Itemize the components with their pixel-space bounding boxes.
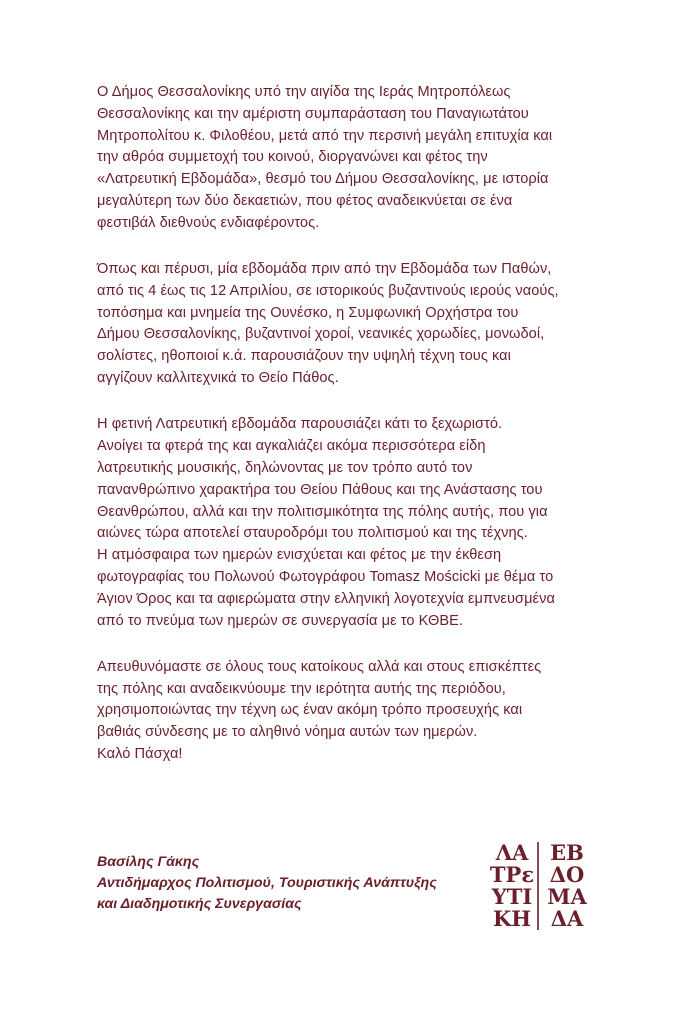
text-line: Άγιον Όρος και τα αφιερώματα στην ελληνική λογοτεχνία εμπνευσμένα (97, 590, 555, 607)
text-line: Θεσσαλονίκης και την αμέριστη συμπαράσταση του Παναγιωτάτου (97, 105, 529, 122)
text-line: Όπως και πέρυσι, μία εβδομάδα πριν από την Εβδομάδα των Παθών, (97, 261, 552, 278)
logo-letters: ΔΟ (549, 862, 585, 887)
text-line: Η ατμόσφαιρα των ημερών ενισχύεται και φέτος με την έκθεση (97, 547, 502, 564)
logo-letters: ΜΑ (547, 884, 587, 909)
text-line: φωτογραφίας του Πολωνού Φωτογράφου Tomasz Mościcki με θέμα το (97, 568, 554, 585)
text-line: χρησιμοποιώντας την τέχνη ως έναν ακόμη τρόπο προσευχής και (97, 702, 523, 719)
logo-letters: ΥΤΙ (491, 884, 533, 909)
text-line: της πόλης και αναδεικνύουμε την ιερότητα αυτής της περιόδου, (97, 680, 506, 697)
text-line: Καλό Πάσχα! (97, 746, 183, 763)
logo-letters: ΛΑ (495, 840, 529, 865)
signature-name: Βασίλης Γάκης (97, 854, 200, 870)
text-line: Απευθυνόμαστε σε όλους τους κατοίκους αλλά και στους επισκέπτες (97, 658, 542, 675)
text-line: μεγαλύτερη των δύο δεκαετιών, που φέτος αναδεικνύεται σε ένα (97, 192, 513, 209)
text-line: Ο Δήμος Θεσσαλονίκης υπό την αιγίδα της Ιεράς Μητροπόλεως (97, 84, 511, 100)
signature-title-line-1: Αντιδήμαρχος Πολιτισμού, Τουριστικής Ανάπτυξης (97, 875, 437, 891)
logo-letters: ΔΑ (550, 906, 584, 931)
text-line: σολίστες, ηθοποιοί κ.ά. παρουσιάζουν την υψηλή τέχνη τους και (97, 348, 511, 365)
text-line: Ανοίγει τα φτερά της και αγκαλιάζει ακόμα περισσότερα είδη (97, 438, 486, 455)
paragraph (97, 657, 597, 766)
letter-body (97, 82, 597, 790)
paragraph (97, 259, 597, 390)
paragraph (97, 414, 597, 632)
text-line: λατρευτικής μουσικής, δηλώνοντας με τον τρόπο αυτό τον (97, 459, 473, 476)
logo-letters: ΕΒ (550, 840, 584, 865)
text-line: αιώνες τώρα αποτελεί σταυροδρόμι του πολιτισμού και της τέχνης. (97, 525, 528, 542)
signature-block (97, 852, 437, 915)
text-line: από το πνεύμα των ημερών σε συνεργασία με το ΚΘΒΕ. (97, 612, 464, 629)
paragraph (97, 82, 597, 235)
signature-title-line-2: και Διαδημοτικής Συνεργασίας (97, 896, 302, 912)
text-line: Δήμου Θεσσαλονίκης, βυζαντινοί χοροί, νεανικές χορωδίες, μονωδοί, (97, 326, 545, 343)
text-line: Θεανθρώπου, αλλά και την πολιτισμικότητα της πόλης αυτής, που για (97, 503, 548, 520)
text-line: από τις 4 έως τις 12 Απριλίου, σε ιστορικούς βυζαντινούς ιερούς ναούς, (97, 282, 559, 299)
logo-letters: ΤΡε (489, 862, 535, 887)
text-line: «Λατρευτική Εβδομάδα», θεσμό του Δήμου Θεσσαλονίκης, με ιστορία (97, 171, 549, 188)
text-line: τοπόσημα και μνημεία της Ουνέσκο, η Συμφωνική Ορχήστρα του (97, 304, 519, 321)
logo-letters: ΚΗ (492, 906, 532, 931)
text-line: φεστιβάλ διεθνούς ενδιαφέροντος. (97, 214, 320, 231)
text-line: Η φετινή Λατρευτική εβδομάδα παρουσιάζει κάτι το ξεχωριστό. (97, 416, 503, 433)
text-line: αγγίζουν καλλιτεχνικά το Θείο Πάθος. (97, 370, 339, 387)
text-line: βαθιάς σύνδεσης με το αληθινό νόημα αυτών των ημερών. (97, 724, 478, 741)
text-line: Μητροπολίτου κ. Φιλοθέου, μετά από την περσινή μεγάλη επιτυχία και (97, 127, 553, 144)
latreftiki-evdomada-logo (487, 840, 597, 932)
text-line: την αθρόα συμμετοχή του κοινού, διοργανώνει και φέτος την (97, 149, 488, 166)
text-line: πανανθρώπινο χαρακτήρα του Θείου Πάθους και της Ανάστασης του (97, 481, 543, 498)
